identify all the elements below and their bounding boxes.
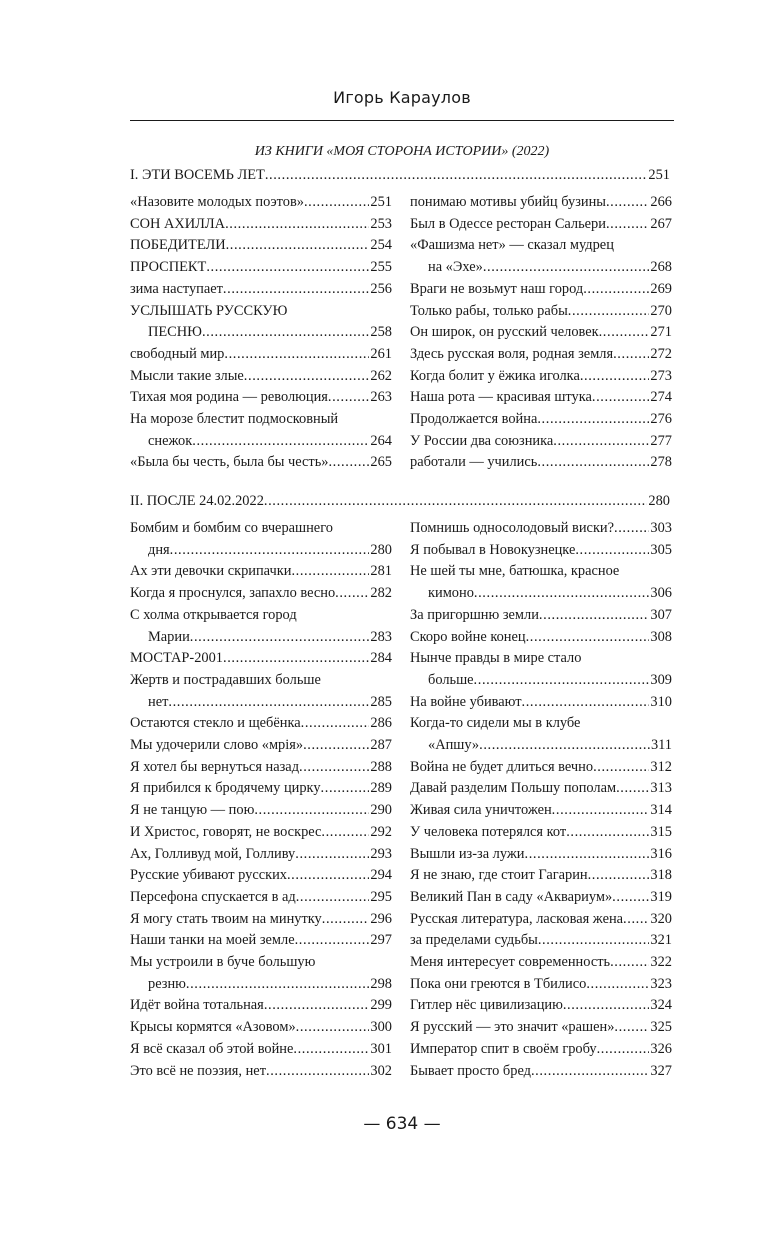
entry-title: Идёт война тотальная <box>130 997 264 1014</box>
toc-entry <box>130 1062 392 1080</box>
entry-title: Скоро войне конец <box>410 628 526 645</box>
entry-title-line: Не шей ты мне, батюшка, красное <box>410 563 620 580</box>
leader-dots <box>566 823 649 841</box>
entry-page: 296 <box>370 910 392 927</box>
entry-page: 278 <box>650 454 672 471</box>
toc-entry <box>130 801 392 819</box>
entry-title: Персефона спускается в ад <box>130 888 296 905</box>
entry-title: Мысли такие злые <box>130 367 244 384</box>
toc-entry <box>410 432 672 450</box>
leader-dots <box>265 166 648 184</box>
toc-entry <box>410 1018 672 1036</box>
leader-dots <box>202 323 369 341</box>
entry-page: 308 <box>650 628 672 645</box>
entry-title: Марии <box>148 628 190 645</box>
toc-entry <box>130 236 392 254</box>
leader-dots <box>597 1040 650 1058</box>
entry-page: 313 <box>650 780 672 797</box>
toc-entry <box>130 258 392 276</box>
entry-page: 310 <box>650 693 672 710</box>
entry-page: 276 <box>650 411 672 427</box>
entry-title: Император спит в своём гробу <box>410 1040 597 1057</box>
entry-title: Война не будет длиться вечно <box>410 758 594 775</box>
leader-dots <box>254 801 369 819</box>
leader-dots <box>321 779 370 797</box>
entry-page: 325 <box>650 1019 672 1036</box>
entry-title: Я не знаю, где стоит Гагарин <box>410 867 588 884</box>
entry-title: I. ЭТИ ВОСЕМЬ ЛЕТ <box>130 167 265 183</box>
entry-title-line: Нынче правды в мире стало <box>410 650 582 667</box>
leader-dots <box>479 736 650 754</box>
entry-title: На войне убивают <box>410 693 522 710</box>
header-rule <box>130 120 674 121</box>
entry-title: Я русский — это значит «рашен» <box>410 1019 615 1036</box>
toc-entry <box>130 888 392 906</box>
toc-entry <box>130 758 392 776</box>
leader-dots <box>606 215 649 233</box>
entry-title: Был в Одессе ресторан Сальери <box>410 215 606 232</box>
leader-dots <box>190 628 370 646</box>
leader-dots <box>296 1018 370 1036</box>
entry-title: «Была бы честь, была бы честь» <box>130 454 329 471</box>
toc-entry <box>410 1040 672 1058</box>
toc-entry <box>410 388 672 406</box>
entry-page: 290 <box>370 802 392 819</box>
entry-page: 282 <box>370 585 392 602</box>
section-heading <box>130 166 670 184</box>
leader-dots <box>244 367 370 385</box>
toc-entry <box>410 193 672 211</box>
toc-entry <box>130 1018 392 1036</box>
entry-page: 273 <box>650 367 672 384</box>
entry-page: 300 <box>370 1019 392 1036</box>
leader-dots <box>223 649 369 667</box>
entry-title: Я могу стать твоим на минутку <box>130 910 322 927</box>
entry-title: Ах эти девочки скрипачки <box>130 563 292 580</box>
leader-dots <box>614 1018 649 1036</box>
entry-page: 270 <box>650 302 672 319</box>
leader-dots <box>588 866 650 884</box>
entry-title: Меня интересует современность <box>410 954 611 970</box>
entry-title: Тихая моя родина — революция <box>130 389 328 406</box>
entry-page: 322 <box>650 954 672 970</box>
toc-entry <box>410 280 672 298</box>
toc-entry <box>410 975 672 993</box>
entry-title: дня <box>148 541 170 558</box>
entry-page: 295 <box>370 888 392 905</box>
leader-dots <box>328 453 369 471</box>
leader-dots <box>613 345 649 363</box>
leader-dots <box>474 584 650 602</box>
book-heading: ИЗ КНИГИ «МОЯ СТОРОНА ИСТОРИИ» (2022) <box>254 144 550 159</box>
toc-entry <box>130 453 392 471</box>
leader-dots <box>537 453 649 471</box>
leader-dots <box>539 606 649 624</box>
entry-page: 292 <box>370 823 392 840</box>
section-heading <box>130 492 670 510</box>
leader-dots <box>295 931 370 949</box>
page-number: — 634 — <box>363 1114 441 1134</box>
leader-dots <box>287 866 369 884</box>
leader-dots <box>224 345 369 363</box>
leader-dots <box>301 714 370 732</box>
entry-page: 262 <box>370 367 392 384</box>
entry-title: Продолжается война <box>410 411 538 427</box>
entry-title-line: УСЛЫШАТЬ РУССКУЮ <box>130 302 288 319</box>
leader-dots <box>593 758 649 776</box>
entry-title: Помнишь односолодовый виски? <box>410 520 615 536</box>
entry-page: 321 <box>650 932 672 949</box>
entry-page: 293 <box>370 845 392 862</box>
leader-dots <box>525 845 650 863</box>
entry-page: 268 <box>650 259 672 276</box>
toc-entry <box>130 1040 392 1058</box>
entry-title: Я не танцую — пою <box>130 802 255 819</box>
entry-title-line: С холма открывается город <box>130 606 297 623</box>
entry-page: 303 <box>650 520 672 536</box>
toc-entry <box>410 910 672 928</box>
leader-dots <box>296 888 370 906</box>
toc-entry <box>410 996 672 1014</box>
toc-entry <box>410 953 672 971</box>
leader-dots <box>552 801 650 819</box>
toc-entry <box>410 931 672 949</box>
entry-title: Ах, Голливуд мой, Голливу <box>130 845 296 862</box>
toc-entry <box>410 758 672 776</box>
entry-page: 264 <box>370 432 392 449</box>
leader-dots <box>225 215 369 233</box>
entry-page: 299 <box>370 997 392 1014</box>
toc-entry <box>130 714 392 732</box>
toc-entry <box>130 345 392 363</box>
entry-page: 271 <box>650 324 672 341</box>
leader-dots <box>592 388 650 406</box>
leader-dots <box>295 845 369 863</box>
leader-dots <box>264 492 648 510</box>
leader-dots <box>168 693 369 711</box>
toc-entry <box>148 628 392 646</box>
toc-entry <box>410 410 672 428</box>
entry-title: Гитлер нёс цивилизацию <box>410 997 563 1014</box>
leader-dots <box>223 280 369 298</box>
entry-page: 280 <box>648 493 670 509</box>
leader-dots <box>606 193 649 211</box>
leader-dots <box>192 432 369 450</box>
entry-page: 287 <box>370 737 392 753</box>
toc-entry <box>410 323 672 341</box>
leader-dots <box>328 388 370 406</box>
entry-page: 323 <box>650 975 672 992</box>
entry-page: 326 <box>650 1040 672 1057</box>
entry-title: СОН АХИЛЛА <box>130 215 226 232</box>
entry-page: 297 <box>370 932 392 949</box>
leader-dots <box>522 693 650 711</box>
entry-page: 306 <box>650 585 672 602</box>
entry-page: 285 <box>370 693 392 710</box>
entry-page: 319 <box>650 888 672 905</box>
toc-entry <box>130 779 392 797</box>
entry-title: Крысы кормятся «Азовом» <box>130 1019 296 1036</box>
toc-entry <box>410 453 672 471</box>
toc-entry <box>130 845 392 863</box>
entry-title: Русские убивают русских <box>130 867 287 884</box>
entry-title: Наша рота — красивая штука <box>410 389 592 406</box>
leader-dots <box>563 996 650 1014</box>
leader-dots <box>537 410 649 428</box>
entry-page: 261 <box>370 345 392 362</box>
leader-dots <box>553 432 649 450</box>
leader-dots <box>304 193 369 211</box>
entry-page: 272 <box>650 345 672 362</box>
entry-title: Я хотел бы вернуться назад <box>130 758 300 775</box>
leader-dots <box>583 280 649 298</box>
entry-title: За пригоршню земли <box>410 606 539 623</box>
entry-page: 280 <box>370 541 392 558</box>
leader-dots <box>586 975 649 993</box>
leader-dots <box>226 236 370 254</box>
toc-entry <box>148 432 392 450</box>
toc-entry <box>130 388 392 406</box>
entry-page: 320 <box>650 910 672 927</box>
entry-page: 283 <box>370 628 392 645</box>
entry-title: снежок <box>148 432 193 449</box>
toc-entry <box>410 628 672 646</box>
entry-title: Русская литература, ласковая жена <box>410 910 624 927</box>
leader-dots <box>186 975 370 993</box>
entry-page: 289 <box>370 780 392 797</box>
entry-title: Вышли из-за лужи <box>410 845 525 862</box>
entry-title: зима наступает <box>130 280 223 297</box>
toc-entry <box>410 693 672 711</box>
entry-title: за пределами судьбы <box>410 932 538 949</box>
toc-entry <box>410 302 672 320</box>
entry-title: «Апшу» <box>428 737 480 753</box>
entry-page: 316 <box>650 845 672 862</box>
entry-title: Давай разделим Польшу пополам <box>410 780 617 797</box>
leader-dots <box>616 779 649 797</box>
entry-title: ПОБЕДИТЕЛИ <box>130 237 226 254</box>
entry-title: И Христос, говорят, не воскрес <box>130 823 322 840</box>
leader-dots <box>170 541 370 559</box>
entry-page: 251 <box>648 167 670 183</box>
entry-title: Когда болит у ёжика иголка <box>410 367 580 384</box>
entry-title: У человека потерялся кот <box>410 823 567 840</box>
entry-title: на «Эхе» <box>428 259 483 276</box>
entry-title: Мы удочерили слово «мрія» <box>130 737 304 753</box>
entry-page: 255 <box>370 259 392 276</box>
running-head: Игорь Караулов <box>333 88 471 107</box>
entry-title: нет <box>148 693 169 710</box>
leader-dots <box>206 258 369 276</box>
entry-title: понимаю мотивы убийц бузины <box>410 194 606 210</box>
entry-title: II. ПОСЛЕ 24.02.2022 <box>130 493 264 509</box>
toc-entry <box>130 562 392 580</box>
toc-entry <box>410 215 672 233</box>
entry-page: 265 <box>370 454 392 471</box>
toc-entry <box>148 323 392 341</box>
entry-page: 288 <box>370 758 392 775</box>
leader-dots <box>610 953 649 971</box>
toc-entry <box>428 736 672 754</box>
entry-title: Когда я проснулся, запахло весно <box>130 585 336 602</box>
entry-title: Остаются стекло и щебёнка <box>130 715 301 732</box>
toc-entry <box>130 215 392 233</box>
entry-title: резню <box>148 975 186 992</box>
toc-entry <box>410 345 672 363</box>
entry-page: 298 <box>370 975 392 992</box>
entry-page: 284 <box>370 650 392 667</box>
toc-entry <box>410 541 672 559</box>
entry-title: У России два союзника <box>410 432 554 449</box>
leader-dots <box>531 1062 649 1080</box>
toc-entry <box>130 584 392 602</box>
entry-title: работали — учились <box>410 454 538 471</box>
toc-entry <box>410 519 672 537</box>
entry-page: 294 <box>370 867 392 884</box>
leader-dots <box>526 628 650 646</box>
entry-page: 258 <box>370 324 392 341</box>
entry-page: 309 <box>650 671 672 688</box>
entry-title: Я прибился к бродячему цирку <box>130 780 321 797</box>
toc-entry <box>410 367 672 385</box>
entry-title-line: Бомбим и бомбим со вчерашнего <box>130 520 333 536</box>
entry-page: 302 <box>370 1062 392 1079</box>
leader-dots <box>321 823 369 841</box>
entry-title: ПЕСНЮ <box>148 324 202 341</box>
entry-title: «Назовите молодых поэтов» <box>130 194 304 210</box>
leader-dots <box>623 910 649 928</box>
entry-title: Пока они греются в Тбилисо <box>410 975 587 992</box>
entry-page: 266 <box>650 194 672 210</box>
toc-entry <box>410 779 672 797</box>
entry-page: 314 <box>650 802 672 819</box>
leader-dots <box>483 258 650 276</box>
toc-entry <box>130 910 392 928</box>
entry-page: 263 <box>370 389 392 406</box>
toc-entry <box>428 258 672 276</box>
toc-entry <box>428 671 672 689</box>
entry-page: 253 <box>370 215 392 232</box>
entry-page: 324 <box>650 997 672 1014</box>
toc-entry <box>130 367 392 385</box>
toc-entry <box>130 280 392 298</box>
entry-title: Только рабы, только рабы <box>410 302 568 319</box>
toc-entry <box>130 736 392 754</box>
entry-title-line: Жертв и пострадавших больше <box>130 671 321 688</box>
entry-page: 267 <box>650 215 672 232</box>
entry-page: 286 <box>370 715 392 732</box>
entry-page: 315 <box>650 823 672 840</box>
toc-entry <box>410 606 672 624</box>
entry-page: 301 <box>370 1040 392 1057</box>
leader-dots <box>299 758 369 776</box>
leader-dots <box>599 323 650 341</box>
leader-dots <box>303 736 369 754</box>
leader-dots <box>614 519 649 537</box>
entry-page: 269 <box>650 280 672 297</box>
entry-title: Наши танки на моей земле <box>130 932 295 949</box>
entry-title-line: «Фашизма нет» — сказал мудрец <box>410 237 614 254</box>
toc-entry <box>410 845 672 863</box>
toc-entry <box>130 866 392 884</box>
entry-page: 274 <box>650 389 672 406</box>
leader-dots <box>293 1040 369 1058</box>
entry-title: Бывает просто бред <box>410 1062 531 1079</box>
toc-entry <box>428 584 672 602</box>
toc-entry <box>410 801 672 819</box>
leader-dots <box>266 1062 369 1080</box>
toc-entry <box>130 931 392 949</box>
entry-title: ПРОСПЕКТ <box>130 259 207 276</box>
entry-page: 256 <box>370 280 392 297</box>
toc-entry <box>148 975 392 993</box>
entry-title-line: На морозе блестит подмосковный <box>130 411 339 427</box>
entry-title: Здесь русская воля, родная земля <box>410 345 614 362</box>
toc-entry <box>410 823 672 841</box>
toc-entry <box>130 823 392 841</box>
entry-title-line: Мы устроили в буче большую <box>130 954 316 970</box>
entry-title: Это всё не поэзия, нет <box>130 1062 266 1079</box>
entry-page: 281 <box>370 563 392 580</box>
entry-page: 312 <box>650 758 672 775</box>
entry-title: свободный мир <box>130 345 225 362</box>
leader-dots <box>335 584 369 602</box>
toc-entry <box>130 649 392 667</box>
entry-title-line: Когда-то сидели мы в клубе <box>410 715 581 732</box>
entry-page: 305 <box>650 541 672 558</box>
leader-dots <box>575 541 649 559</box>
entry-page: 327 <box>650 1062 672 1079</box>
entry-title: МОСТАР-2001 <box>130 650 224 667</box>
entry-page: 251 <box>370 194 392 210</box>
leader-dots <box>568 302 650 320</box>
toc-entry <box>410 1062 672 1080</box>
toc-entry <box>410 866 672 884</box>
toc-entry <box>148 693 392 711</box>
entry-page: 318 <box>650 867 672 884</box>
entry-page: 254 <box>370 237 392 254</box>
leader-dots <box>612 888 649 906</box>
toc-entry <box>130 193 392 211</box>
entry-page: 311 <box>650 737 672 753</box>
leader-dots <box>580 367 650 385</box>
toc-entry <box>148 541 392 559</box>
toc-entry <box>410 888 672 906</box>
entry-title: Он широк, он русский человек <box>410 324 599 341</box>
entry-title: больше <box>428 671 474 688</box>
entry-title: Великий Пан в саду «Аквариум» <box>410 888 613 905</box>
entry-title: Я побывал в Новокузнецке <box>410 541 576 558</box>
leader-dots <box>264 996 370 1014</box>
entry-title: Враги не возьмут наш город <box>410 280 584 297</box>
leader-dots <box>474 671 650 689</box>
leader-dots <box>322 910 370 928</box>
entry-page: 307 <box>650 606 672 623</box>
entry-title: Я всё сказал об этой войне <box>130 1040 294 1057</box>
leader-dots <box>538 931 650 949</box>
entry-title: Живая сила уничтожен <box>410 802 552 819</box>
entry-title: кимоно <box>428 585 474 602</box>
toc-entry <box>130 996 392 1014</box>
leader-dots <box>291 562 369 580</box>
entry-page: 277 <box>650 432 672 449</box>
